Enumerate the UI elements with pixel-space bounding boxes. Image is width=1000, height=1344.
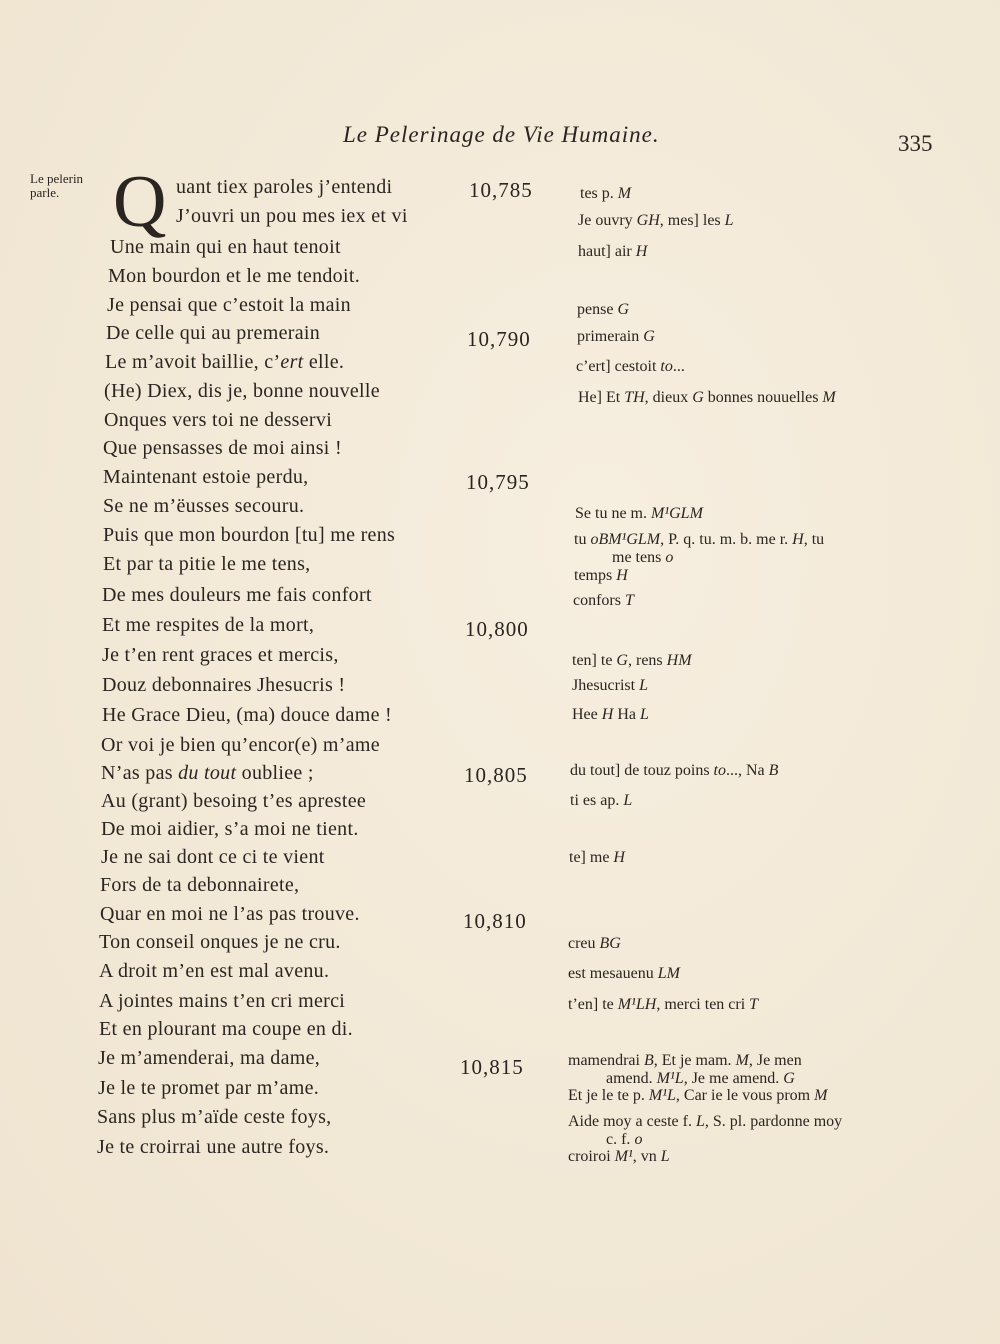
variant-text: Se tu ne m.: [575, 505, 651, 522]
line-number: 10,805: [464, 763, 528, 787]
variant-text: , vn: [632, 1148, 661, 1165]
line-number: 10,815: [460, 1055, 524, 1079]
variant-text: c. f.: [606, 1131, 635, 1148]
verse-line: Douz debonnaires Jhesucris !: [102, 674, 346, 696]
variant-text: , tu: [803, 531, 825, 548]
variant-text: Ha: [613, 706, 640, 723]
verse-line: Maintenant estoie perdu,: [103, 466, 309, 488]
verse-line: De moi aidier, s’a moi ne tient.: [101, 818, 359, 840]
variant-text: confors: [573, 592, 625, 609]
verse-text: elle.: [303, 351, 345, 373]
margin-note-line: Le pelerin: [30, 171, 84, 186]
verse-line: Je te croirrai une autre foys.: [97, 1136, 330, 1158]
variant-text: , S. pl. pardonne moy: [704, 1113, 843, 1130]
variant-text: , rens: [627, 652, 667, 669]
variant-text: Hee: [572, 706, 602, 723]
manuscript-siglum: HM: [666, 652, 692, 669]
manuscript-siglum: M: [735, 1052, 749, 1069]
variant-note: [568, 1113, 842, 1131]
manuscript-siglum: H: [613, 849, 625, 866]
variant-text: , Je me amend.: [683, 1070, 784, 1087]
variant-text: ..., Na: [726, 762, 769, 779]
running-title: Le Pelerinage de Vie Humaine.: [343, 122, 660, 147]
variant-text: Aide moy a ceste f.: [568, 1113, 696, 1130]
verse-line: Puis que mon bourdon [tu] me rens: [103, 524, 396, 546]
variant-text: t’en] te: [568, 996, 618, 1013]
variant-note: [578, 389, 836, 407]
manuscript-siglum: L: [724, 212, 734, 229]
variant-text: ti es ap.: [570, 792, 624, 809]
variant-note: [568, 1087, 827, 1105]
variant-note: [570, 792, 632, 810]
variant-note: [578, 243, 647, 261]
variant-text: , Car ie le vous prom: [675, 1087, 815, 1104]
verse-line: Que pensasses de moi ainsi !: [103, 437, 342, 459]
verse-line: N’as pas du tout oubliee ;: [101, 762, 314, 784]
manuscript-siglum: L: [639, 677, 649, 694]
variant-text: te] me: [569, 849, 614, 866]
manuscript-siglum: M: [617, 185, 632, 202]
variant-note: [574, 531, 824, 549]
variant-text: primerain: [577, 328, 644, 345]
variant-text: , P. q. tu. m. b. me r.: [660, 531, 793, 548]
line-number: 10,810: [463, 909, 527, 933]
variant-note: [575, 505, 703, 523]
verse-italic: ert: [280, 351, 304, 373]
variant-note: [570, 762, 778, 780]
manuscript-siglum: to: [660, 358, 673, 375]
manuscript-siglum: L: [660, 1148, 670, 1165]
verse-line: Fors de ta debonnairete,: [100, 874, 300, 896]
verse-line: Mon bourdon et le me tendoit.: [108, 265, 360, 287]
manuscript-siglum: LM: [657, 965, 680, 982]
verse-line: Sans plus m’aïde ceste foys,: [97, 1106, 332, 1128]
manuscript-siglum: T: [624, 592, 634, 609]
verse-line: Quar en moi ne l’as pas trouve.: [100, 903, 360, 925]
manuscript-siglum: oBM¹GLM: [590, 531, 661, 548]
manuscript-siglum: M¹LH: [617, 996, 657, 1013]
manuscript-siglum: H: [601, 706, 614, 723]
manuscript-siglum: M¹L: [648, 1087, 676, 1104]
verse-line: Je t’en rent graces et mercis,: [102, 644, 339, 666]
variant-note: [576, 358, 685, 376]
verse-line: Je ne sai dont ce ci te vient: [101, 846, 325, 868]
verse-line: Et par ta pitie le me tens,: [103, 553, 311, 575]
verse-line: Je le te promet par m’ame.: [98, 1077, 320, 1099]
variant-note: [573, 592, 634, 610]
manuscript-siglum: to: [713, 762, 726, 779]
manuscript-siglum: M¹: [614, 1148, 633, 1165]
manuscript-siglum: M¹GLM: [651, 505, 703, 522]
variant-note: [580, 185, 631, 203]
margin-note-line: parle.: [30, 185, 60, 200]
verse-text: c’: [264, 351, 281, 373]
manuscript-siglum: L: [623, 792, 633, 809]
drop-capital: Q: [113, 161, 167, 243]
verse-line: Je pensai que c’estoit la main: [107, 294, 351, 316]
line-number: 10,800: [465, 617, 529, 641]
variant-note: [578, 212, 734, 230]
variant-text: tes p.: [580, 185, 618, 202]
verse-line: Et en plourant ma coupe en di.: [99, 1018, 353, 1040]
manuscript-siglum: H: [616, 567, 628, 584]
manuscript-siglum: L: [639, 706, 649, 723]
variant-text: du tout] de touz poins: [570, 762, 714, 779]
verse-line: Je m’amenderai, ma dame,: [98, 1047, 321, 1069]
variant-text: Je ouvry: [578, 212, 637, 229]
variant-text: ...: [672, 358, 685, 375]
variant-note: [572, 677, 648, 695]
manuscript-siglum: G: [617, 301, 629, 318]
variant-note: [577, 328, 655, 346]
verse-line: uant tiex paroles j’entendi: [176, 176, 393, 198]
variant-text: tu: [574, 531, 591, 548]
line-number: 10,795: [466, 470, 530, 494]
verse-line: Ton conseil onques je ne cru.: [99, 931, 341, 953]
manuscript-siglum: T: [749, 996, 759, 1013]
verse-line: (He) Diex, dis je, bonne nouvelle: [104, 380, 380, 402]
variant-text: , mes] les: [659, 212, 725, 229]
manuscript-siglum: TH: [624, 389, 645, 406]
variant-text: mamendrai: [568, 1052, 644, 1069]
manuscript-siglum: M: [814, 1087, 828, 1104]
variant-note: [568, 965, 680, 983]
variant-note: [568, 935, 621, 953]
manuscript-siglum: B: [643, 1052, 654, 1069]
variant-note: [572, 706, 649, 724]
manuscript-siglum: M: [822, 389, 836, 406]
manuscript-siglum: BG: [599, 935, 621, 952]
variant-note: [568, 996, 758, 1014]
variant-text: croiroi: [568, 1148, 615, 1165]
variant-note: [572, 652, 692, 670]
variant-text: est mesauenu: [568, 965, 658, 982]
verse-line: Or voi je bien qu’encor(e) m’ame: [101, 734, 380, 756]
verse-line: A jointes mains t’en cri merci: [99, 990, 346, 1012]
manuscript-siglum: H: [635, 243, 648, 260]
manuscript-siglum: o: [665, 549, 674, 566]
manuscript-siglum: G: [616, 652, 628, 669]
variant-note: [568, 1052, 802, 1070]
manuscript-siglum: GH: [636, 212, 660, 229]
manuscript-siglum: o: [634, 1131, 643, 1148]
verse-line: Et me respites de la mort,: [102, 614, 315, 636]
page-number: 335: [898, 131, 933, 156]
manuscript-siglum: L: [695, 1113, 705, 1130]
verse-line: Onques vers toi ne desservi: [104, 409, 333, 431]
variant-text: , merci ten cri: [656, 996, 750, 1013]
variant-text: , Et je mam.: [653, 1052, 736, 1069]
variant-text: ten] te: [572, 652, 617, 669]
verse-text: oubliee ;: [236, 762, 314, 784]
variant-text: He] Et: [578, 389, 625, 406]
variant-text: Jhesucrist: [572, 677, 640, 694]
verse-italic: du tout: [178, 762, 237, 784]
variant-text: haut] air: [578, 243, 636, 260]
variant-text: Et je le te p.: [568, 1087, 649, 1104]
variant-note: [568, 1148, 670, 1166]
verse-line: J’ouvri un pou mes iex et vi: [176, 205, 408, 227]
variant-note: [574, 567, 628, 585]
verse-line: He Grace Dieu, (ma) douce dame !: [102, 704, 393, 726]
manuscript-siglum: G: [692, 389, 704, 406]
manuscript-siglum: H: [792, 531, 804, 548]
line-number: 10,785: [469, 178, 533, 202]
verse-line: De celle qui au premerain: [106, 322, 321, 344]
verse-line: Une main qui en haut tenoit: [110, 236, 341, 258]
manuscript-siglum: G: [783, 1070, 795, 1087]
margin-note: [30, 172, 83, 200]
variant-text: , dieux: [644, 389, 693, 406]
verse-line: A droit m’en est mal avenu.: [99, 960, 330, 982]
verse-line: Se ne m’ëusses secouru.: [103, 495, 305, 517]
variant-text: temps: [574, 567, 617, 584]
variant-note: [606, 1070, 795, 1088]
manuscript-siglum: M¹L: [656, 1070, 684, 1087]
manuscript-siglum: B: [768, 762, 779, 779]
variant-text: , Je men: [748, 1052, 802, 1069]
verse-line: Au (grant) besoing t’es aprestee: [101, 790, 367, 812]
variant-text: me tens: [612, 549, 666, 566]
variant-text: c’ert] cestoit: [576, 358, 661, 375]
manuscript-siglum: G: [643, 328, 655, 345]
variant-note: [606, 1131, 642, 1149]
variant-note: [569, 849, 625, 867]
variant-text: creu: [568, 935, 600, 952]
variant-text: amend.: [606, 1070, 657, 1087]
variant-note: [577, 301, 629, 319]
verse-line: Le m’avoit baillie, c’ert elle.: [105, 351, 345, 373]
verse-line: De mes douleurs me fais confort: [102, 584, 372, 606]
variant-text: pense: [577, 301, 618, 318]
variant-note: [612, 549, 673, 567]
variant-text: bonnes nouuelles: [703, 389, 823, 406]
line-number: 10,790: [467, 327, 531, 351]
